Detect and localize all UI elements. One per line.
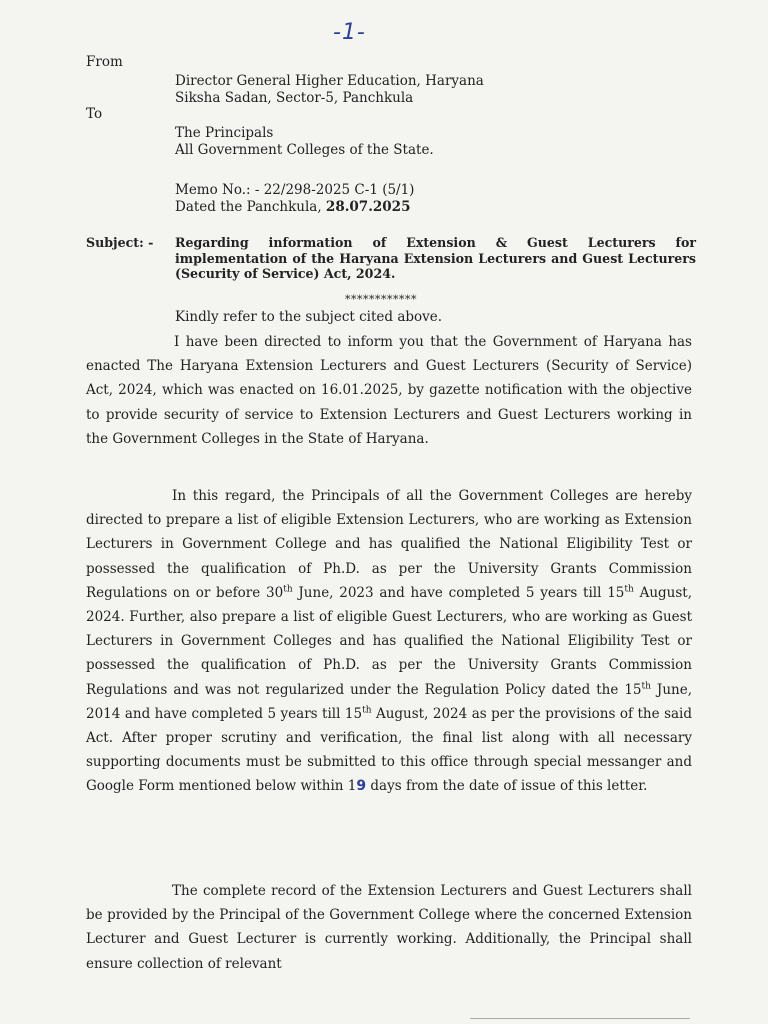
handwritten-days-digit: 9 (356, 778, 367, 795)
subject-text: Regarding information of Extension & Guest Lecturers for implementation of the Haryana Extension Lecturers and Guest Lecturers (Security of Service) Act, 2024. (175, 235, 696, 281)
paragraph-1 (86, 330, 692, 451)
ordinal-suffix: th (362, 705, 372, 716)
subject-block (86, 235, 696, 282)
to-line: All Government Colleges of the State. (175, 142, 434, 158)
paragraph-2-text-f: days from the date of issue of this letter. (366, 778, 648, 795)
to-label: To (86, 106, 103, 122)
separator: ************ (345, 293, 417, 306)
memo-block (175, 182, 414, 216)
from-label: From (86, 54, 123, 70)
ordinal-suffix: th (624, 584, 634, 595)
to-address (175, 125, 434, 159)
intro-paragraph: Kindly refer to the subject cited above. (175, 309, 443, 325)
to-line: The Principals (175, 125, 274, 141)
from-line: Director General Higher Education, Haryana (175, 73, 484, 89)
from-line: Siksha Sadan, Sector-5, Panchkula (175, 90, 414, 106)
paragraph-3-text: The complete record of the Extension Lecturers and Guest Lecturers shall be provided by the Principal of the Government College where the concerned Extension Lecturer and Guest Lecturer is currently working. Additionally, the Principal shall ensure collection of relevant (86, 883, 692, 972)
memo-date (175, 199, 414, 216)
paragraph-2 (86, 484, 692, 799)
paragraph-2-text-d: June, 2014 and have completed 5 years till 15 (86, 681, 693, 722)
subject-label: Subject: - (86, 235, 154, 250)
ordinal-suffix: th (283, 584, 293, 595)
footer-rule (470, 1018, 690, 1019)
page-number: -1- (333, 20, 366, 45)
paragraph-1-text: I have been directed to inform you that the Government of Haryana has enacted The Haryana Extension Lecturers and Guest Lecturers (Security of Service) Act, 2024, which was enacted on 16.01.2025, by gazette notification with the objective to provide security of service to Extension Lecturers and Guest Lecturers working in the Government Colleges in the State of Haryana. (86, 334, 692, 447)
memo-number: Memo No.: - 22/298-2025 C-1 (5/1) (175, 182, 415, 198)
paragraph-3 (86, 879, 692, 976)
days-printed-digit: 1 (347, 778, 357, 795)
from-address (175, 73, 484, 107)
date-prefix: Dated the Panchkula, (175, 199, 326, 215)
ordinal-suffix: th (641, 681, 651, 692)
paragraph-2-text-b: June, 2023 and have completed 5 years till 15 (292, 584, 625, 601)
paragraph-2-text-e: August, 2024 as per the provisions of the said Act. After proper scrutiny and verification, the final list along with all necessary supporting documents must be submitted to this office through special messanger and Google Form mentioned below within (86, 705, 693, 795)
date-value: 28.07.2025 (325, 199, 411, 215)
paragraph-2-text-a: In this regard, the Principals of all the Government Colleges are hereby directed to prepare a list of eligible Extension Lecturers, who are working as Extension Lecturers in Government College and has qualified the National Eligibility Test or possessed the qualification of Ph.D. as per the University Grants Commission Regulations on or before 30 (86, 488, 692, 601)
paragraph-2-text-c: August, 2024. Further, also prepare a list of eligible Guest Lecturers, who are working as Guest Lecturers in Government Colleges and has qualified the National Eligibility Test or possessed the qualification of Ph.D. as per the University Grants Commission Regulations and was not regularized under the Regulation Policy dated the 15 (86, 584, 693, 698)
